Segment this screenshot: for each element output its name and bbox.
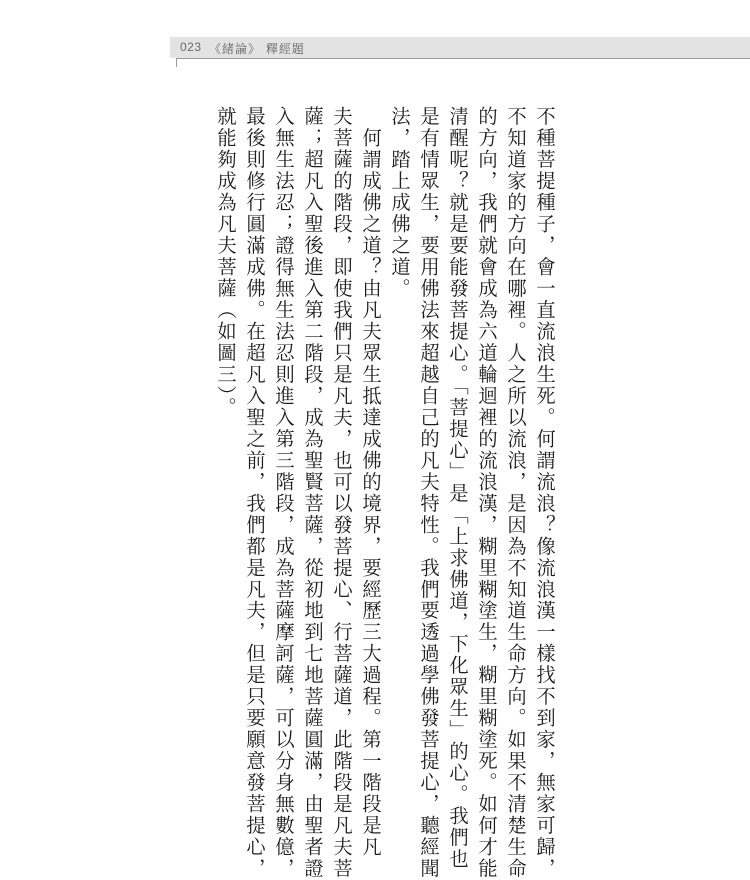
text-column-2: 不知道家的方向在哪裡。人之所以流浪，是因為不知道生命方向。如果不清楚生命 [504, 106, 527, 880]
text-column-3: 的方向，我們就會成為六道輪迴裡的流浪漢，糊里糊塗生，糊里糊塗死。如何才能 [475, 106, 498, 880]
text-column-7: 何謂成佛之道？由凡夫眾生抵達成佛的境界，要經歷三大過程。第一階段是凡 [359, 106, 382, 859]
text-column-9: 薩；超凡入聖後進入第二階段，成為聖賢菩薩，從初地到七地菩薩圓滿，由聖者證 [301, 106, 324, 880]
text-column-4: 清醒呢？就是要能發菩提心。「菩提心」是「上求佛道，下化眾生」的心。我們也 [446, 106, 469, 870]
text-column-5: 是有情眾生，要用佛法來超越自己的凡夫特性。我們要透過學佛發菩提心，聽經聞 [417, 106, 440, 880]
text-column-6: 法，踏上成佛之道。 [388, 106, 411, 300]
text-column-10: 入無生法忍；證得無生法忍則進入第三階段，成為菩薩摩訶薩，可以分身無數億， [272, 106, 295, 880]
text-column-1: 不種菩提種子，會一直流浪生死。何謂流浪？像流浪漢一樣找不到家，無家可歸， [533, 106, 556, 880]
running-head: 《緒論》 釋經題 [209, 42, 305, 56]
text-column-12: 就能夠成為凡夫菩薩（如圖三）。 [214, 106, 237, 419]
header-rule [176, 58, 750, 59]
text-column-8: 夫菩薩的階段，即使我們只是凡夫，也可以發菩提心、行菩薩道，此階段是凡夫菩 [330, 106, 353, 880]
page-number: 023 [180, 40, 202, 54]
text-column-11: 最後則修行圓滿成佛。在超凡入聖之前，我們都是凡夫，但是只要願意發菩提心， [243, 106, 266, 880]
header-corner-tick [176, 58, 177, 67]
